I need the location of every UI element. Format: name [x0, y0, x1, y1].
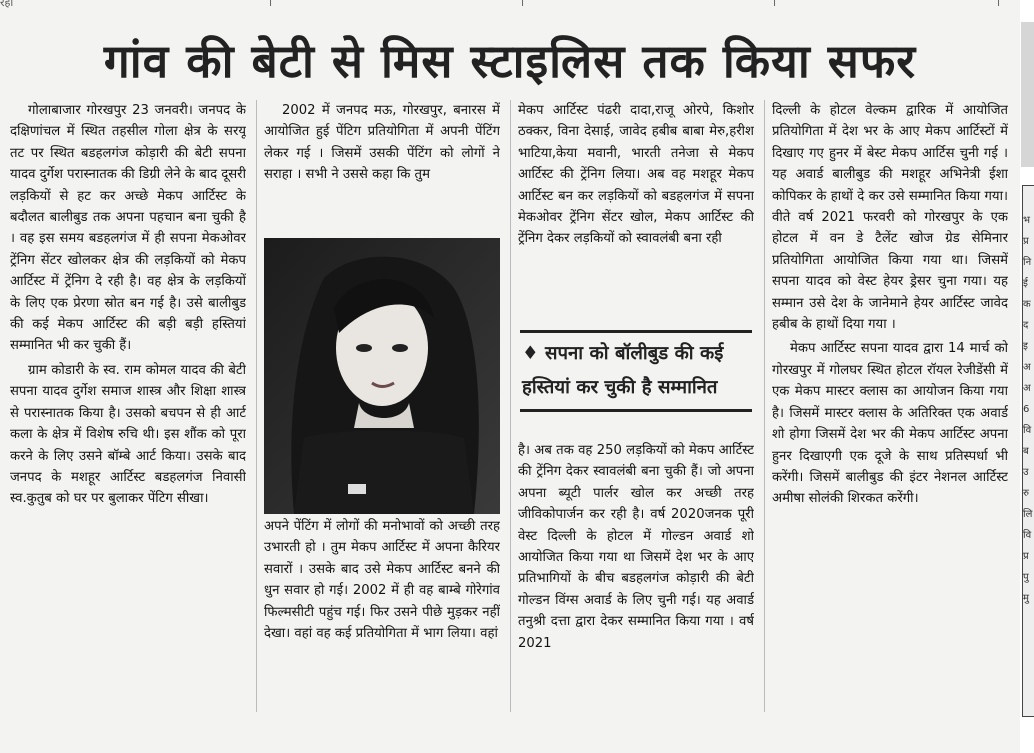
paragraph: मेकप आर्टिस्ट सपना यादव द्वारा 14 मार्च को गोरखपुर में गोलघर स्थित होटल रॉयल रेजीडेंसी में एक मेकप मास्टर क्लास का आयोजन किया गया है। जिसमें मास्टर क्लास के अतिरिक्त एक अवार्ड शो होगा जिसमें देश भर की मेकप आर्टिस्ट अपना हुनर दिखाएगी एक दूजे के साथ प्रतिस्पर्धा भी करेंगी। जिसमें बालीबुड की इंटर नेशनल आर्टिस्ट अमीषा सोलंकी शिरकत करेंगी। — [772, 341, 1008, 507]
portrait-illustration — [264, 238, 500, 514]
edge-letter: द — [1023, 320, 1029, 331]
article-column-3-bottom — [518, 440, 754, 716]
top-strip-text: । — [996, 0, 1001, 9]
column-rule — [764, 100, 765, 712]
article-column-4 — [772, 100, 1008, 715]
adjacent-page-gray-block — [1021, 22, 1034, 167]
paragraph: ग्राम कोडारी के स्व. राम कोमल यादव की बेटी सपना यादव दुर्गेश समाज शास्त्र और शिक्षा शास्त्र से परास्नातक किया है। उसको बचपन से ही आर्ट कला के क्षेत्र में विशेष रुचि थी। इस शौंक को पूरा करने के लिए उसने बॉम्बे आर्ट किया। उसके बाद जनपद के मशहूर आर्टिस्ट बडहलगंज निवासी स्व.कुतुब को घर पर बुलाकर पेंटिग सीखा। — [10, 362, 246, 507]
edge-letter: भ — [1023, 215, 1031, 226]
edge-letter: क — [1023, 299, 1031, 310]
edge-letter: लि — [1023, 509, 1033, 520]
column-rule — [510, 100, 511, 712]
edge-letter: नि — [1023, 257, 1032, 268]
column-rule — [256, 100, 257, 712]
edge-letter: रु — [1023, 488, 1029, 499]
edge-letter: इ — [1023, 341, 1028, 352]
article-column-3-top — [518, 100, 754, 322]
article-column-1 — [10, 100, 246, 715]
edge-letter: ई — [1023, 278, 1028, 289]
adjacent-article-letters — [1023, 210, 1034, 690]
edge-letter: अ — [1023, 383, 1031, 394]
edge-letter: प्र — [1023, 236, 1029, 247]
top-strip-text: । — [268, 0, 273, 9]
edge-letter: वि — [1023, 530, 1032, 541]
article-column-2-top — [264, 100, 500, 232]
article-column-2-bottom — [264, 516, 500, 716]
headline: गांव की बेटी से मिस स्टाइलिस तक किया सफर — [103, 34, 917, 88]
subheading: ♦ सपना को बॉलीबुड की कई हस्तियां कर चुकी है सम्मानित — [520, 330, 752, 412]
top-strip-text: रहा — [0, 0, 14, 9]
edge-letter: उ — [1023, 467, 1029, 478]
paragraph: 2002 में जनपद मऊ, गोरखपुर, बनारस में आयोजित हुई पेंटिग प्रतियोगिता में अपनी पेंटिंग लेकर गई । जिसमें उसकी पेंटिंग को लोगों ने सराहा । सभी ने उससे कहा कि तुम — [264, 103, 500, 183]
edge-letter: अ — [1023, 362, 1031, 373]
edge-letter: मु — [1023, 593, 1029, 604]
portrait-photo — [264, 238, 500, 514]
edge-letter: प्र — [1023, 551, 1029, 562]
paragraph: है। अब तक वह 250 लड़कियों को मेकप आर्टिस्ट की ट्रेंनिग देकर स्वावलंबी बना चुकी हैं। जो अपना अपना ब्यूटी पार्लर खोल कर अच्छी तरह जीविकोपार्जन कर रही है। वर्ष 2020जनक पूरी वेस्ट दिल्ली के होटल में गोल्डन अवार्ड शो आयोजित किया गया था जिसमें देश भर के आए प्रतिभागियों के बीच बडहलगंज कोड़ारी की बेटी गोल्डन विंग्स अवार्ड के लिए चुनी गई। यह अवार्ड तनुश्री दत्ता द्वारा देकर सम्मानित किया गया । वर्ष 2021 — [518, 443, 754, 651]
edge-letter: ब — [1023, 446, 1029, 457]
edge-letter: वि — [1023, 425, 1032, 436]
edge-letter: 6 — [1023, 404, 1030, 415]
edge-letter: पु — [1023, 572, 1029, 583]
top-strip-text: । — [520, 0, 525, 9]
top-strip-text: । — [772, 0, 777, 9]
paragraph: मेकप आर्टिस्ट पंढरी दादा,राजू ओरपे, किशोर ठक्कर, विना देसाई, जावेद हबीब बाबा मेरु,हरीश भाटिया,केया मवानी, भारती तनेजा से मेकप आर्टिस्ट की ट्रेंनिग लिया। अब वह मशहूर मेकप आर्टिस्ट बन कर लड़कियों को बडहलगंज में सपना मेकओवर ट्रेंनिग सेंटर खोल, मेकप आर्टिस्ट की ट्रेंनिग देकर लड़कियों को स्वावलंबी बना रही — [518, 103, 754, 247]
paragraph: गोलाबाजार गोरखपुर 23 जनवरी। जनपद के दक्षिणांचल में स्थित तहसील गोला क्षेत्र के सरयू तट पर स्थित बडहलगंज कोड़ारी की बेटी सपना यादव दुर्गेश परास्नातक की डिग्री लेने के बाद दूसरी लड़कियों से हट कर अच्छे मेकप आर्टिस्ट के बदौलत बालीबुड तक अपना पहचान बना चुकी है । वह इस समय बडहलगंज में ही सपना मेकओवर ट्रेंनिग सेंटर खोलकर क्षेत्र की लड़कियों को मेकप आर्टिस्ट में ट्रेंनिग दे रही है। वह क्षेत्र के लड़कियों के लिए एक प्रेरणा स्रोत बन गई है। उसे बालीबुड की कई मेकप आर्टिस्ट की बड़ी बड़ी हस्तियां सम्मानित भी कर चुकी हैं। — [10, 103, 246, 354]
paragraph: दिल्ली के होटल वेल्कम द्वारिक में आयोजित प्रतियोगिता में देश भर के आए मेकप आर्टिस्टों में दिखाए गए हुनर में बेस्ट मेकप आर्टिस चुनी गई । यह अवार्ड बालीबुड की मशहूर अभिनेत्री ईशा कोपिकर के हाथों दे कर उसे सम्मानित किया गया। वीते वर्ष 2021 फरवरी को गोरखपुर के एक होटल में वन डे टैलेंट खोज ग्रेड सेमिनार प्रतियोगिता आयोजित किया गया था। जिसमें सपना यादव को वेस्ट हेयर ड्रेसर चुना गया। यह सम्मान उसे देश के जानेमाने हेयर आर्टिस्ट जावेद हबीब के हाथों दिया गया । — [772, 103, 1008, 333]
top-strip — [0, 0, 1010, 12]
paragraph: अपने पेंटिंग में लोगों की मनोभावों को अच्छी तरह उभारती हो । तुम मेकप आर्टिस्ट में अपना कैरियर सवारों । उसके बाद उसे मेकप आर्टिस्ट बनने की धुन सवार हो गई। 2002 में ही वह बाम्बे गोरेगांव फिल्मसीटी पहुंच गई। फिर उसने पीछे मुड़कर नहीं देखा। वहां वह कई प्रतियोगिता में भाग लिया। वहां — [264, 519, 500, 642]
